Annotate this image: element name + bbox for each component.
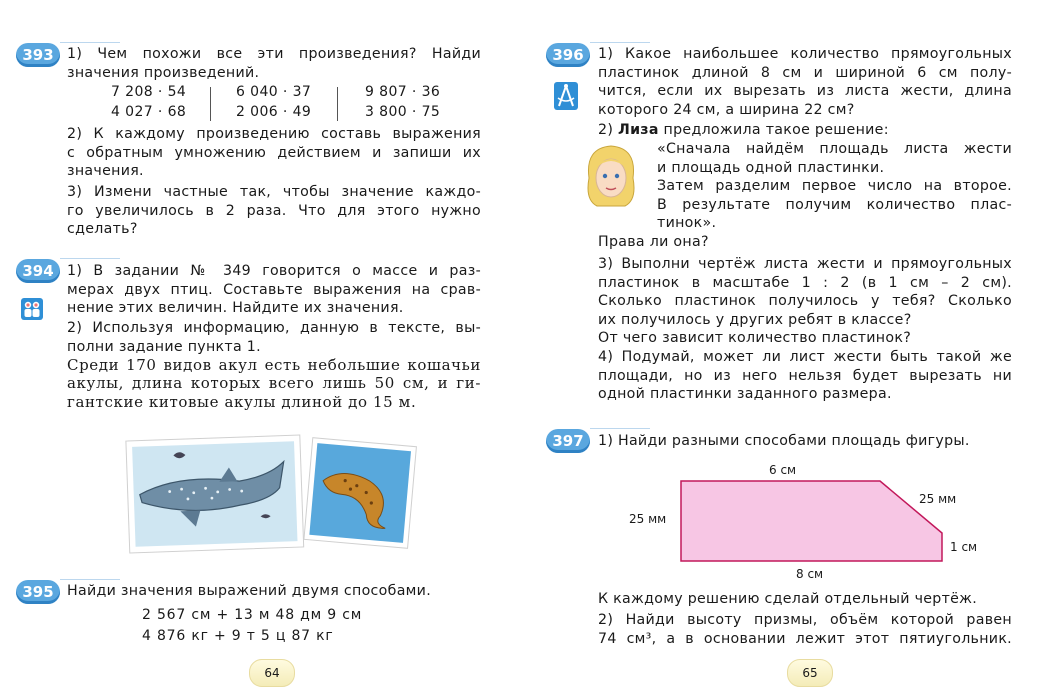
products-table — [0, 84, 526, 124]
dim-slant: 25 мм — [919, 492, 957, 506]
task-394-badge: 394 — [16, 259, 60, 283]
task-393-part2 — [67, 125, 481, 181]
text-line: К каждому решению сделай отдельный чертёж. — [598, 591, 978, 607]
task-396-badge: 396 — [546, 43, 590, 67]
text-line: Сколько пластинок получилось у тебя? Сколько — [598, 293, 1012, 310]
text-line: 3) Выполни чертёж листа жести и прямоугольных — [598, 256, 1012, 272]
task-395-badge: 395 — [16, 580, 60, 604]
compass-icon — [554, 82, 578, 110]
divider — [590, 428, 650, 429]
task-397-part1 — [598, 432, 970, 451]
task-393-badge: 393 — [16, 43, 60, 67]
text-line: 1) Какое наибольшее количество прямоугольных — [598, 46, 1012, 62]
character-name: Лиза — [617, 122, 659, 138]
dim-left: 25 мм — [629, 512, 667, 526]
task-393-line1: 1) Чем похожи все эти произведения? Найди — [67, 46, 481, 62]
task-396-part2 — [598, 121, 889, 140]
right-page — [526, 0, 1052, 700]
task-393-part3 — [67, 183, 481, 239]
text-line: которого 24 см, а ширина 22 см? — [598, 101, 855, 118]
divider — [60, 258, 120, 259]
task-397-note — [598, 590, 977, 609]
text-line: пластинок длиной 8 см и шириной 6 см полу- — [598, 64, 1012, 81]
text-line: 2) Найди высоту призмы, объём которой равен — [598, 612, 1012, 628]
text-line: их получилось у других ребят в классе? — [598, 311, 912, 328]
dim-right: 1 см — [950, 540, 978, 554]
shark-illustrations — [120, 430, 420, 560]
text-line: и площадь одной пластинки. — [657, 159, 885, 176]
text-line: Среди 170 видов акул есть небольшие кошачьи — [67, 356, 481, 374]
divider — [60, 579, 120, 580]
pentagon-shape — [681, 481, 942, 561]
text-line: «Сначала найдём площадь листа жести — [657, 141, 1012, 157]
text-line: сделать? — [67, 221, 138, 238]
page-number: 64 — [249, 659, 295, 687]
text-line: 2) К каждому произведению составь выражения — [67, 126, 481, 142]
pair-work-icon — [21, 298, 43, 320]
divider — [60, 42, 120, 43]
text-line: акулы, длина которых всего лишь 50 см, и ги- — [67, 374, 481, 393]
text-line: гантские китовые акулы длиной до 15 м. — [67, 392, 417, 411]
dim-top: 6 см — [769, 463, 797, 477]
task-394-part2 — [67, 319, 481, 356]
text-line: Затем разделим первое число на второе. — [657, 178, 1012, 195]
text-line: пластинок в масштабе 1 : 2 (в 1 см – 2 см). — [598, 274, 1012, 291]
task-396-part3 — [598, 255, 1012, 348]
pentagon-figure — [676, 478, 948, 564]
text-line: 4) Подумай, может ли лист жести быть такой же — [598, 349, 1012, 365]
shark-text — [67, 356, 481, 411]
text-line: тинок». — [657, 215, 717, 232]
text-line: 1) В задании № 349 говорится о массе и раз- — [67, 263, 481, 279]
text-line: с обратным умножению действием и запиши их — [67, 144, 481, 161]
text-line: мерах двух птиц. Составьте выражения на срав- — [67, 281, 481, 298]
text-line: чится, если их вырезать из листа жести, длина — [598, 83, 1012, 100]
text-line: Права ли она? — [598, 234, 709, 250]
task-394-part1 — [67, 262, 481, 318]
text-line: 74 см³, а в основании лежит этот пятиугольник. — [598, 630, 1012, 647]
task-396-question — [598, 233, 709, 252]
text-line: предложила такое решение: — [663, 122, 889, 138]
text-line: значения. — [67, 163, 144, 180]
text-line: го увеличилось в 2 раза. Что для этого нужно — [67, 202, 481, 219]
product: 7 208 · 54 — [111, 84, 187, 100]
task-396-part4 — [598, 348, 1012, 404]
task-393-line2: значения произведений. — [67, 64, 260, 81]
text-line: В результате получим количество плас- — [657, 196, 1012, 213]
divider — [590, 42, 650, 43]
text-line: От чего зависит количество пластинок? — [598, 330, 912, 347]
page-number: 65 — [787, 659, 833, 687]
expression: 4 876 кг + 9 т 5 ц 87 кг — [142, 628, 334, 644]
text-line: одной пластинки заданного размера. — [598, 386, 892, 403]
column-divider — [337, 87, 338, 121]
liza-quote — [657, 140, 1012, 233]
liza-avatar — [581, 140, 641, 212]
task-395 — [67, 582, 481, 601]
text-line: полни задание пункта 1. — [67, 338, 261, 355]
item-number: 2) — [598, 122, 614, 138]
task-395-title: Найди значения выражений двумя способами. — [67, 583, 432, 599]
expression: 2 567 см + 13 м 48 дм 9 см — [142, 607, 363, 623]
task-397-part2 — [598, 611, 1012, 648]
dim-bottom: 8 см — [796, 567, 824, 581]
product: 2 006 · 49 — [236, 104, 312, 120]
text-line: нение этих величин. Найдите их значения. — [67, 300, 404, 317]
task-396-part1 — [598, 45, 1012, 119]
product: 4 027 · 68 — [111, 104, 187, 120]
column-divider — [210, 87, 211, 121]
product: 3 800 · 75 — [365, 104, 441, 120]
task-395-expressions — [142, 605, 362, 647]
text-line: 1) Найди разными способами площадь фигуры. — [598, 433, 970, 449]
task-397-badge: 397 — [546, 429, 590, 453]
text-line: площади, но из него нельзя будет вырезать ни — [598, 367, 1012, 384]
product: 6 040 · 37 — [236, 84, 312, 100]
text-line: 3) Измени частные так, чтобы значение каждо- — [67, 184, 481, 200]
text-line: 2) Используя информацию, данную в тексте, вы- — [67, 320, 481, 336]
product: 9 807 · 36 — [365, 84, 441, 100]
task-393 — [67, 45, 481, 82]
